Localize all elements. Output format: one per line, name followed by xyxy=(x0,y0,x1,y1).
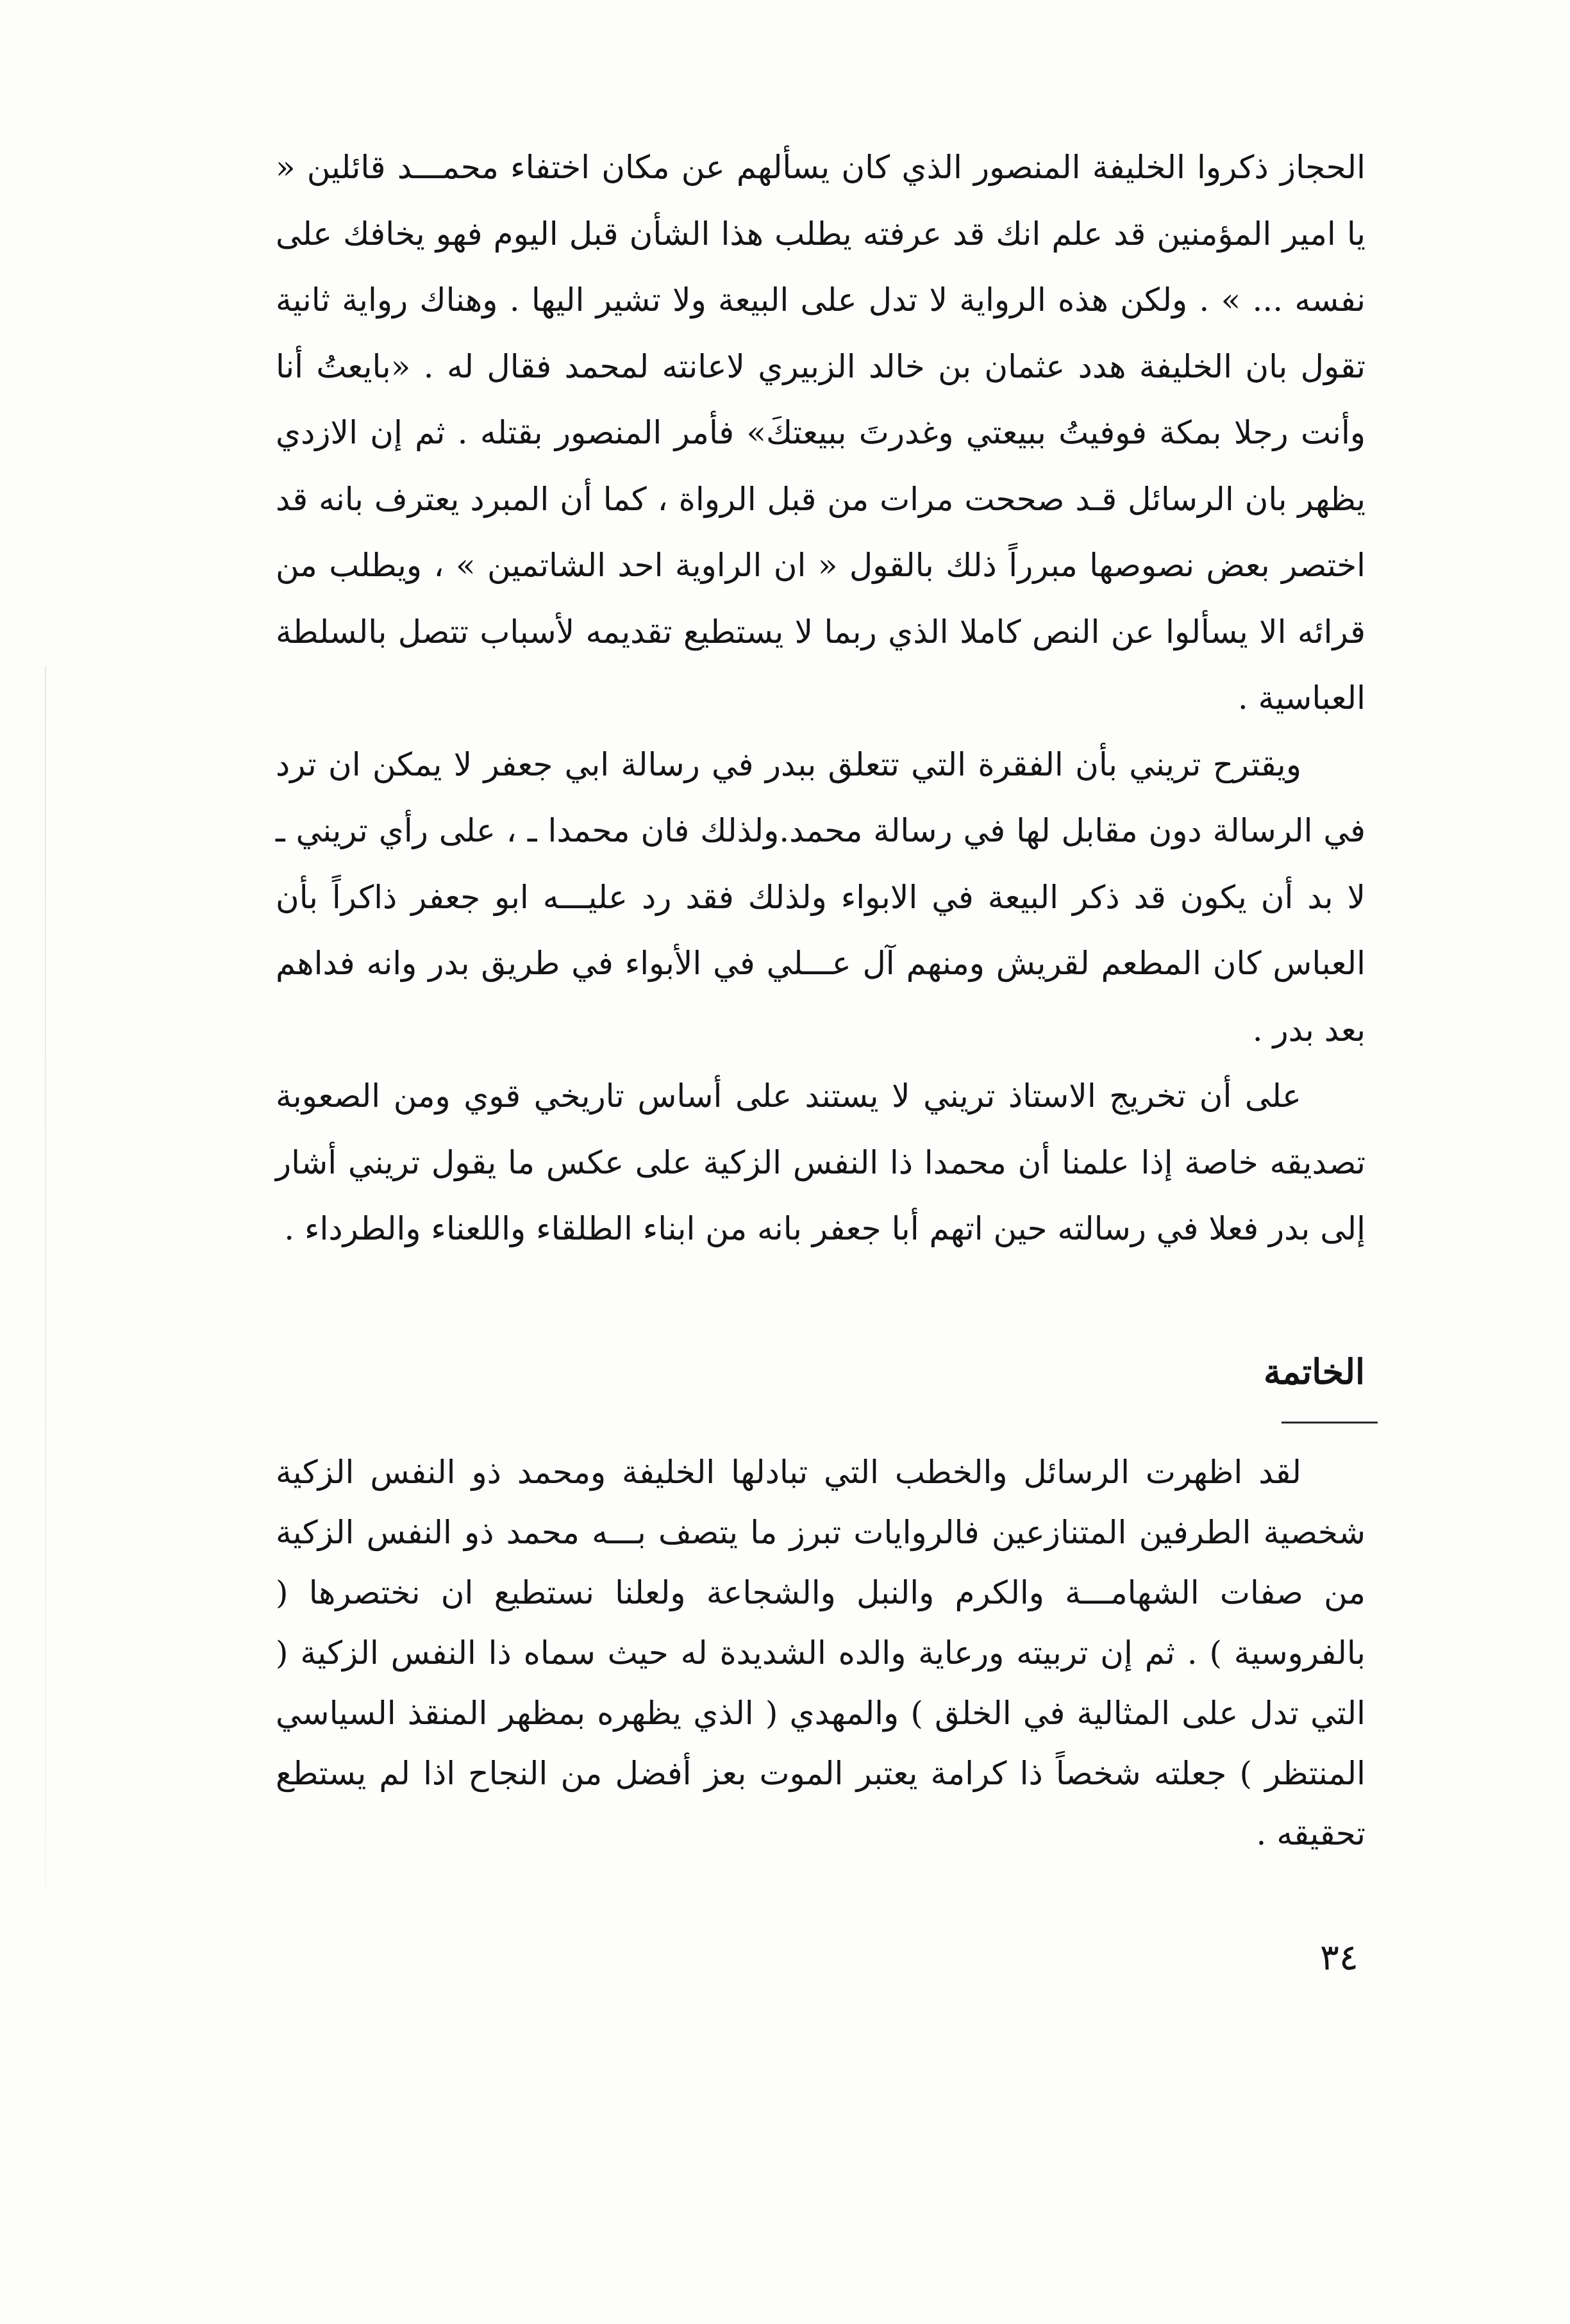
conclusion-text xyxy=(276,1442,1365,1864)
conclusion-paragraph: لقد اظهرت الرسائل والخطب التي تبادلها الخليفة ومحمد ذو النفس الزكية شخصية الطرفين المتنازعين فالروايات تبرز ما يتصف بـــه محمد ذو النفس الزكية من صفات الشهامـــة والكرم والنبل والشجاعة ولعلنا نستطيع ان نختصرها ( بالفروسية ) . ثم إن تربيته ورعاية والده الشديدة له حيث سماه ذا النفس الزكية ( التي تدل على المثالية في الخلق ) والمهدي ( الذي يظهره بمظهر المنقذ السياسي المنتظر ) جعلته شخصاً ذا كرامة يعتبر الموت بعز أفضل من النجاح اذا لم يستطع تحقيقه . xyxy=(276,1454,1365,1852)
heading-underline xyxy=(1282,1422,1378,1423)
section-heading: الخاتمة xyxy=(1264,1351,1365,1392)
paragraph-3: على أن تخريج الاستاذ تريني لا يستند على أساس تاريخي قوي ومن الصعوبة تصديقه خاصة إذا علمنا أن محمدا ذا النفس الزكية على عكس ما يقول تريني أشار إلى بدر فعلا في رسالته حين اتهم أبا جعفر بانه من ابناء الطلقاء واللعناء والطرداء . xyxy=(276,1077,1365,1247)
paragraph-2: ويقترح تريني بأن الفقرة التي تتعلق ببدر في رسالة ابي جعفر لا يمكن ان ترد في الرسالة دون مقابل لها في رسالة محمد.ولذلك فان محمدا ـ ، على رأي تريني ـ لا بد أن يكون قد ذكر البيعة في الابواء ولذلك فقد رد عليـــه ابو جعفر ذاكراً بأن العباس كان المطعم لقريش ومنهم آل عـــلي في الأبواء في طريق بدر وانه فداهم بعد بدر . xyxy=(276,745,1365,1049)
paragraph-1: الحجاز ذكروا الخليفة المنصور الذي كان يسألهم عن مكان اختفاء محمـــد قائلين « يا امير المؤمنين قد علم انك قد عرفته يطلب هذا الشأن قبل اليوم فهو يخافك على نفسه ... » . ولكن هذه الرواية لا تدل على البيعة ولا تشير اليها . وهناك رواية ثانية تقول بان الخليفة هدد عثمان بن خالد الزبيري لاعانته لمحمد فقال له . «بايعتُ أنا وأنت رجلا بمكة فوفيتُ ببيعتي وغدرتَ ببيعتكَ» فأمر المنصور بقتله . ثم إن الازدي يظهر بان الرسائل قـد صححت مرات من قبل الرواة ، كما أن المبرد يعترف بانه قد اختصر بعض نصوصها مبرراً ذلك بالقول « ان الراوية احد الشاتمين » ، ويطلب من قرائه الا يسألوا عن النص كاملا الذي ربما لا يستطيع تقديمه لأسباب تتصل بالسلطة العباسية . xyxy=(276,149,1365,717)
page-number: ٣٤ xyxy=(1319,1937,1358,1979)
scan-edge-shadow xyxy=(45,667,46,1884)
body-text xyxy=(276,135,1365,1263)
